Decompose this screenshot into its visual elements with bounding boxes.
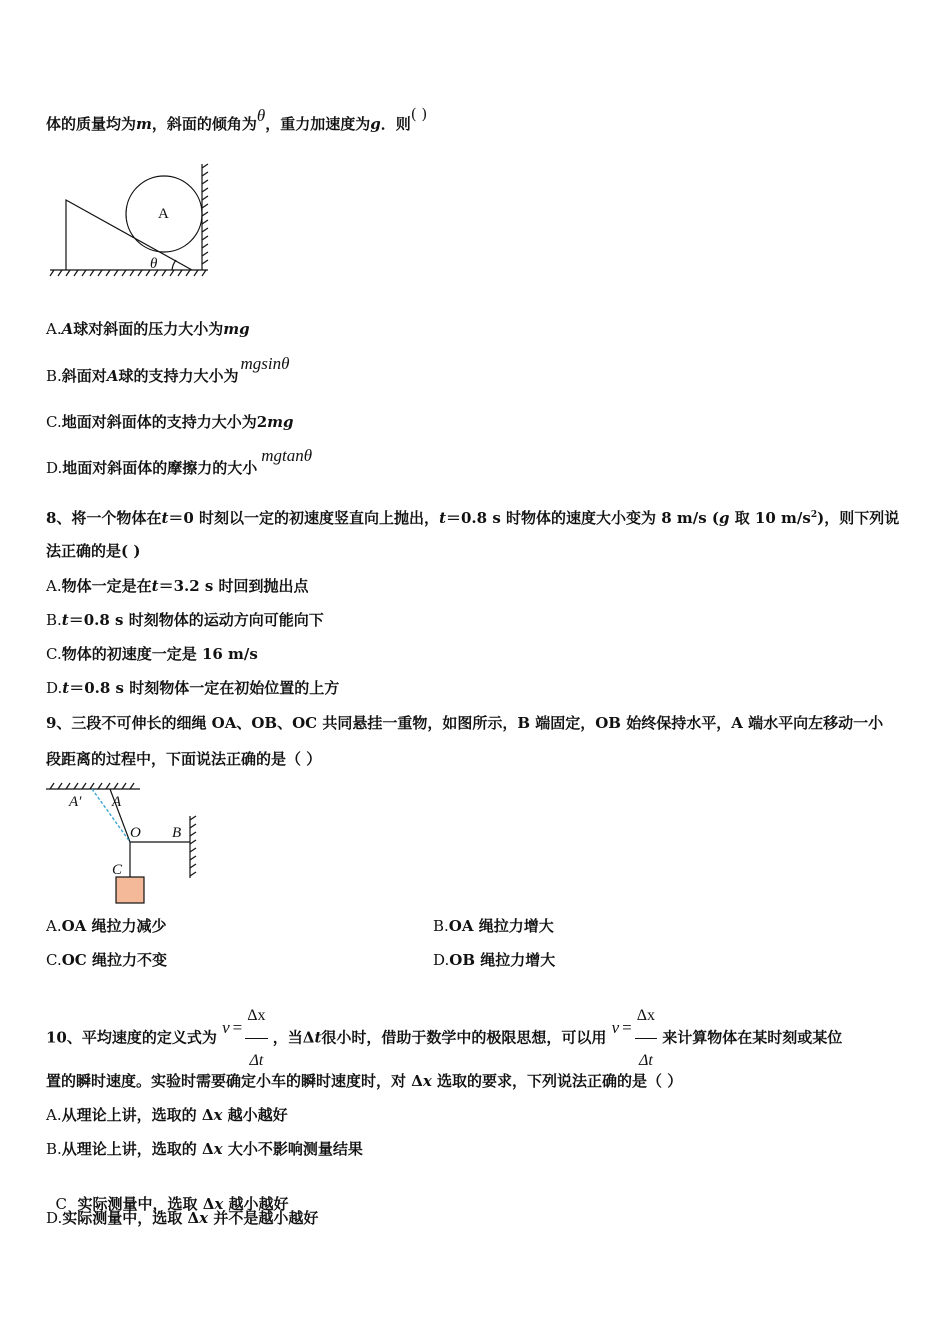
option-text: OB 绳拉力增大	[449, 951, 556, 969]
option-prefix: B.	[433, 917, 449, 935]
option-prefix: D.	[433, 951, 450, 969]
q8-text: ＝0 时刻以一定的初速度竖直向上抛出，	[168, 509, 440, 527]
ball-label: A	[158, 206, 169, 222]
option-prefix: A.	[46, 320, 62, 338]
label-c: C	[112, 862, 123, 878]
q8-text: 8、将一个物体在	[46, 509, 162, 527]
option-text: 球对斜面的压力大小为	[73, 320, 224, 338]
angle-label: θ	[150, 256, 158, 272]
option-var-t: t	[62, 679, 70, 697]
option-text: ＝3.2 s 时回到抛出点	[158, 577, 309, 595]
q8-text: 取 10 m/s	[729, 509, 811, 527]
option-text: ＝0.8 s 时刻物体一定在初始位置的上方	[69, 679, 340, 697]
label-o: O	[130, 825, 141, 841]
q10-option-a[interactable]	[46, 1105, 288, 1125]
option-text: 斜面对	[61, 367, 107, 385]
option-text: OA 绳拉力增大	[448, 917, 554, 935]
option-var-t: t	[61, 611, 69, 629]
q10-text: ，当Δ	[272, 1028, 315, 1047]
q10-text: 10、平均速度的定义式为	[46, 1028, 217, 1047]
q10-fraction-1	[245, 994, 267, 1083]
q10-stem-line-2	[46, 1071, 682, 1091]
fraction-numerator: Δx	[635, 994, 657, 1039]
right-wall-hatch	[190, 816, 196, 876]
fraction-numerator: Δx	[245, 994, 267, 1039]
option-prefix: A.	[46, 577, 62, 595]
q8-var-t: t	[439, 509, 446, 527]
angle-arc	[172, 260, 176, 270]
q10-text: 来计算物体在某时刻或某位	[662, 1028, 843, 1047]
option-var-x: x	[214, 1195, 224, 1213]
q10-var-v: v	[611, 1017, 620, 1037]
option-prefix: A.	[46, 1106, 62, 1124]
q8-text: ＝0.8 s 时物体的速度大小变为 8 m/s (	[446, 509, 719, 527]
option-prefix: D.	[46, 679, 63, 697]
option-text: 物体的初速度一定是 16 m/s	[61, 645, 258, 663]
q8-option-d[interactable]	[46, 678, 339, 698]
option-text: 从理论上讲，选取的 Δ	[61, 1106, 214, 1124]
q8-var-t: t	[161, 509, 169, 527]
q10-option-b[interactable]	[46, 1139, 363, 1159]
option-text: 实际测量中，选取 Δ	[67, 1195, 215, 1213]
option-formula: mgtanθ	[261, 446, 313, 465]
q7-stem-text: ，重力加速度为	[265, 115, 371, 133]
option-text: 地面对斜面体的支持力大小为	[61, 413, 257, 431]
label-a: A	[112, 794, 122, 810]
q7-var-g: g	[370, 115, 381, 133]
option-text: 地面对斜面体的摩擦力的大小	[62, 459, 258, 477]
option-text: 越小越好	[223, 1195, 289, 1213]
q7-var-m: m	[136, 115, 152, 133]
option-text: OC 绳拉力不变	[61, 951, 167, 969]
option-text: 从理论上讲，选取的 Δ	[61, 1140, 214, 1158]
option-text: OA 绳拉力减少	[61, 917, 167, 935]
option-text: 大小不影响测量结果	[222, 1140, 363, 1158]
option-text: A	[61, 320, 74, 338]
option-prefix: C.	[46, 413, 62, 431]
ceiling-hatch	[50, 783, 134, 789]
option-prefix: D.	[46, 1209, 63, 1227]
q7-incline-figure	[46, 160, 216, 280]
q8-option-c[interactable]	[46, 644, 258, 664]
q10-var-t: t	[314, 1028, 322, 1047]
option-prefix: B.	[46, 367, 62, 385]
q8-stem-line-2: 法正确的是( )	[46, 542, 141, 560]
option-text: 球的支持力大小为	[118, 367, 239, 385]
option-prefix: C	[55, 1195, 68, 1213]
q10-fraction-2	[635, 994, 657, 1083]
q7-answer-bracket: ( )	[410, 105, 428, 123]
option-text: 越小越好	[222, 1106, 288, 1124]
label-a-prime: A′	[69, 794, 82, 810]
ground-hatch	[50, 270, 206, 276]
q10-equals: =	[232, 1017, 243, 1037]
q8-var-g: g	[718, 509, 730, 527]
q10-text: 很小时，借助于数学中的极限思想，可以用	[321, 1028, 607, 1047]
q7-stem-text: ．则	[380, 115, 411, 133]
fraction-denominator: Δt	[638, 1052, 653, 1069]
q9-stem-line-1: 9、三段不可伸长的细绳 OA、OB、OC 共同悬挂一重物，如图所示，B 端固定，OB 始终保持水平，A 端水平向左移动一小	[46, 714, 884, 732]
q7-stem-text: 体的质量均为	[46, 115, 137, 133]
option-formula: mgsinθ	[240, 354, 290, 373]
option-prefix: D.	[46, 459, 63, 477]
q10-text: 置的瞬时速度。实验时需要确定小车的瞬时速度时，对 Δ	[46, 1072, 423, 1090]
option-text: 并不是越小越好	[208, 1209, 319, 1227]
q8-superscript: 2	[810, 510, 818, 520]
option-text: 2	[256, 413, 268, 431]
option-var-x: x	[199, 1209, 209, 1227]
rope-oa-prime	[92, 789, 130, 842]
option-text: mg	[267, 413, 294, 431]
q9-rope-figure	[44, 780, 204, 908]
q10-var-v: v	[222, 1017, 230, 1037]
wall-hatch	[202, 164, 208, 264]
q10-var-x: x	[422, 1072, 432, 1090]
option-prefix: A.	[46, 917, 62, 935]
option-text: 实际测量中，选取 Δ	[62, 1209, 200, 1227]
option-text: mg	[223, 320, 250, 338]
q7-option-d[interactable]	[46, 446, 313, 478]
q9-option-d[interactable]	[433, 950, 555, 970]
q8-option-b[interactable]	[46, 610, 324, 630]
q7-var-theta: θ	[256, 106, 266, 125]
q7-option-b[interactable]	[46, 354, 290, 386]
q7-stem	[46, 105, 428, 134]
option-var-x: x	[213, 1106, 223, 1124]
q10-equals: =	[622, 1017, 632, 1037]
q7-option-a[interactable]	[46, 319, 250, 339]
q10-text: 选取的要求，下列说法正确的是（ ）	[431, 1072, 683, 1090]
q7-stem-text: ，斜面的倾角为	[151, 115, 257, 133]
option-var-x: x	[213, 1140, 223, 1158]
hanging-weight	[116, 877, 144, 903]
option-var-t: t	[151, 577, 159, 595]
option-prefix: C.	[46, 951, 62, 969]
option-text: A	[106, 367, 119, 385]
q8-option-a[interactable]	[46, 576, 309, 596]
fraction-denominator: Δt	[249, 1052, 264, 1069]
label-b: B	[172, 825, 182, 841]
q8-stem-line-1	[46, 505, 899, 528]
option-prefix: C.	[46, 645, 62, 663]
q7-option-c[interactable]	[46, 412, 294, 432]
q8-text: )，则下列说	[817, 509, 900, 527]
incline-triangle	[66, 200, 192, 270]
q10-stem-line-1	[46, 994, 842, 1083]
option-prefix: B.	[46, 611, 62, 629]
q9-option-b[interactable]	[433, 916, 554, 936]
option-prefix: B.	[46, 1140, 62, 1158]
option-text: ＝0.8 s 时刻物体的运动方向可能向下	[68, 611, 324, 629]
q10-option-d[interactable]	[46, 1208, 318, 1228]
q9-option-c[interactable]	[46, 950, 167, 970]
option-text: 物体一定是在	[61, 577, 152, 595]
q9-stem-line-2: 段距离的过程中，下面说法正确的是（ ）	[46, 750, 322, 768]
q9-option-a[interactable]	[46, 916, 167, 936]
